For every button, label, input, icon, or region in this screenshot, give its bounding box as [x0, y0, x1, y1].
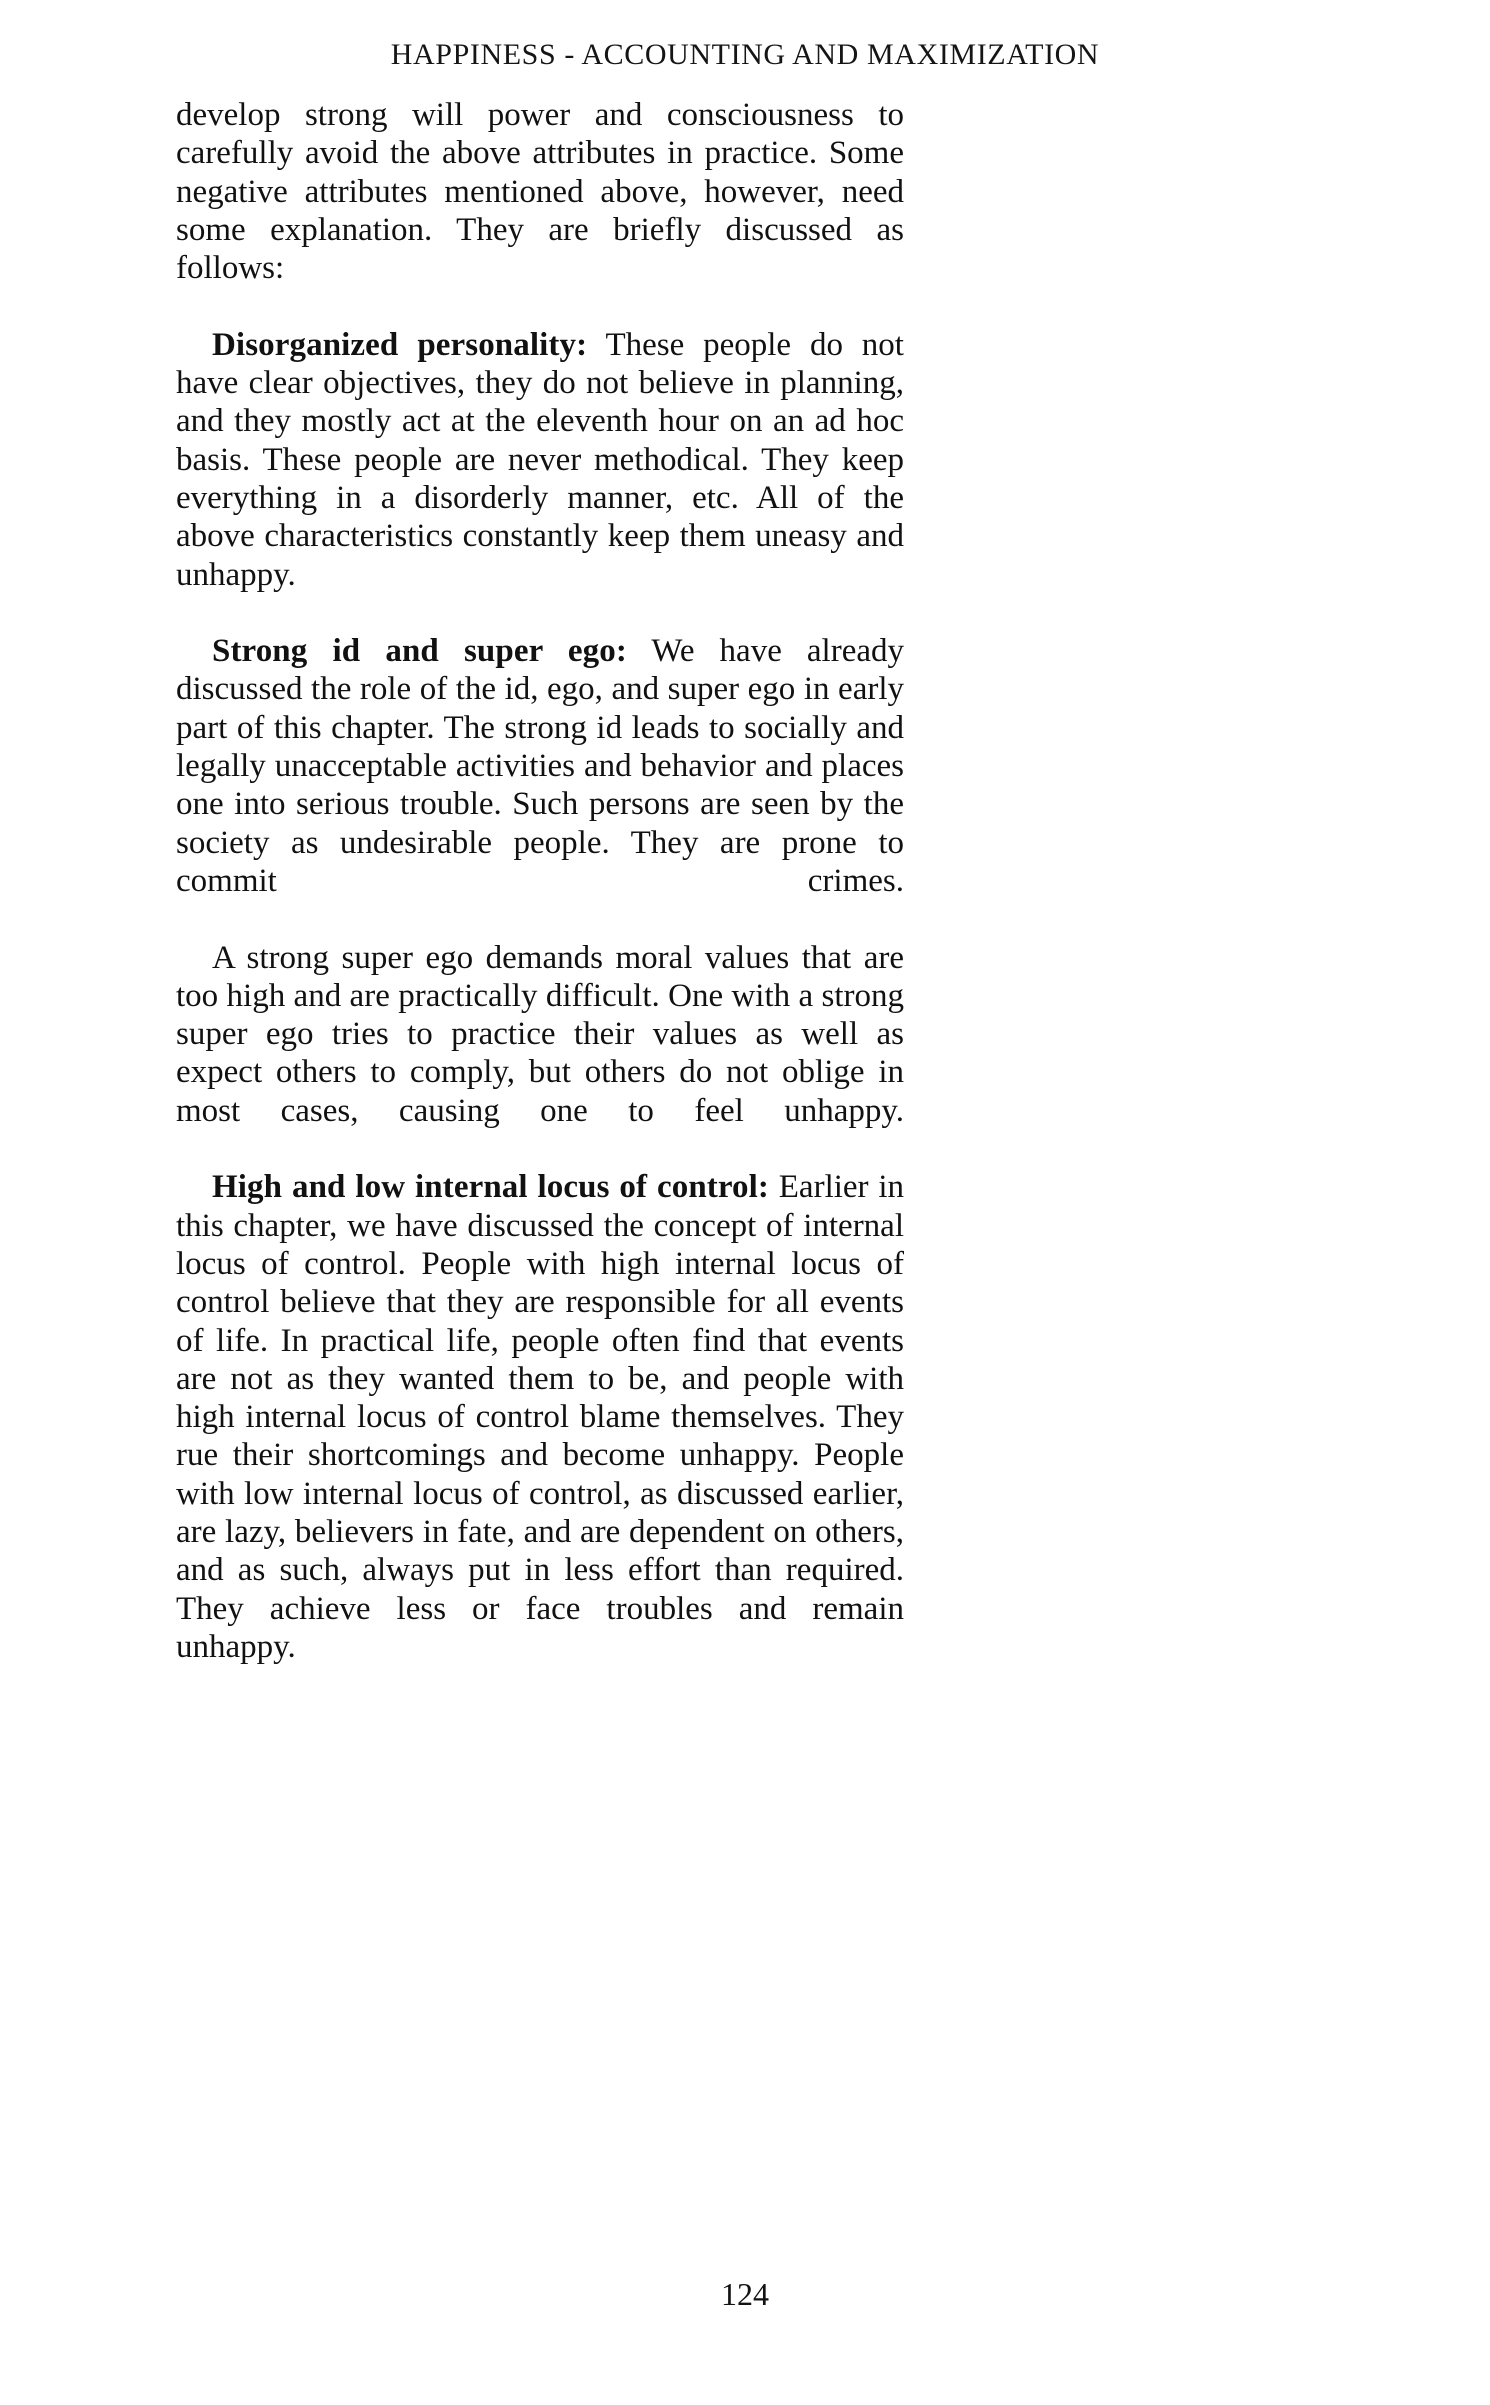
paragraph-text: develop strong will power and consciousness to carefully avoid the above attributes in practice. Some negative attributes mentioned above, however, need some explanation. They are briefly discussed as follows:: [176, 97, 904, 287]
paragraph-run-in-heading: High and low internal locus of control:: [212, 1169, 769, 1206]
paragraph-text: A strong super ego demands moral values that are too high and are practically difficult. One with a strong super ego tries to practice their values as well as expect others to comply, but others do not oblige in most cases, causing one to feel unhappy.: [176, 939, 904, 1129]
paragraph-text: These people do not have clear objectives, they do not believe in planning, and they mostly act at the eleventh hour on an ad hoc basis. These people are never methodical. They keep everything in a disorderly manner, etc. All of the above characteristics constantly keep them uneasy and unhappy.: [176, 326, 904, 593]
paragraph: [176, 632, 904, 938]
text-column: [176, 96, 904, 1704]
paragraph-text: Earlier in this chapter, we have discussed the concept of internal locus of control. People with high internal locus of control believe that they are responsible for all events of life. In practical life, people often find that events are not as they wanted them to be, and people with high internal locus of control blame themselves. They rue their shortcomings and become unhappy. People with low internal locus of control, as discussed earlier, are lazy, believers in fate, and are dependent on others, and as such, always put in less effort than required. They achieve less or face troubles and remain unhappy.: [176, 1169, 904, 1665]
running-head: HAPPINESS - ACCOUNTING AND MAXIMIZATION: [390, 38, 1100, 71]
paragraph-run-in-heading: Disorganized personality:: [212, 326, 588, 363]
paragraph: [176, 939, 904, 1169]
page-number: 124: [721, 2276, 769, 2312]
paragraph-run-in-heading: Strong id and super ego:: [212, 633, 627, 670]
paragraph: [176, 326, 904, 632]
paragraph-text: We have already discussed the role of the id, ego, and super ego in early part of this chapter. The strong id leads to socially and legally unacceptable activities and behavior and places one into serious trouble. Such persons are seen by the society as undesirable people. They are prone to commit crimes.: [176, 633, 904, 899]
paragraph: [176, 96, 904, 326]
paragraph: [176, 1168, 904, 1704]
